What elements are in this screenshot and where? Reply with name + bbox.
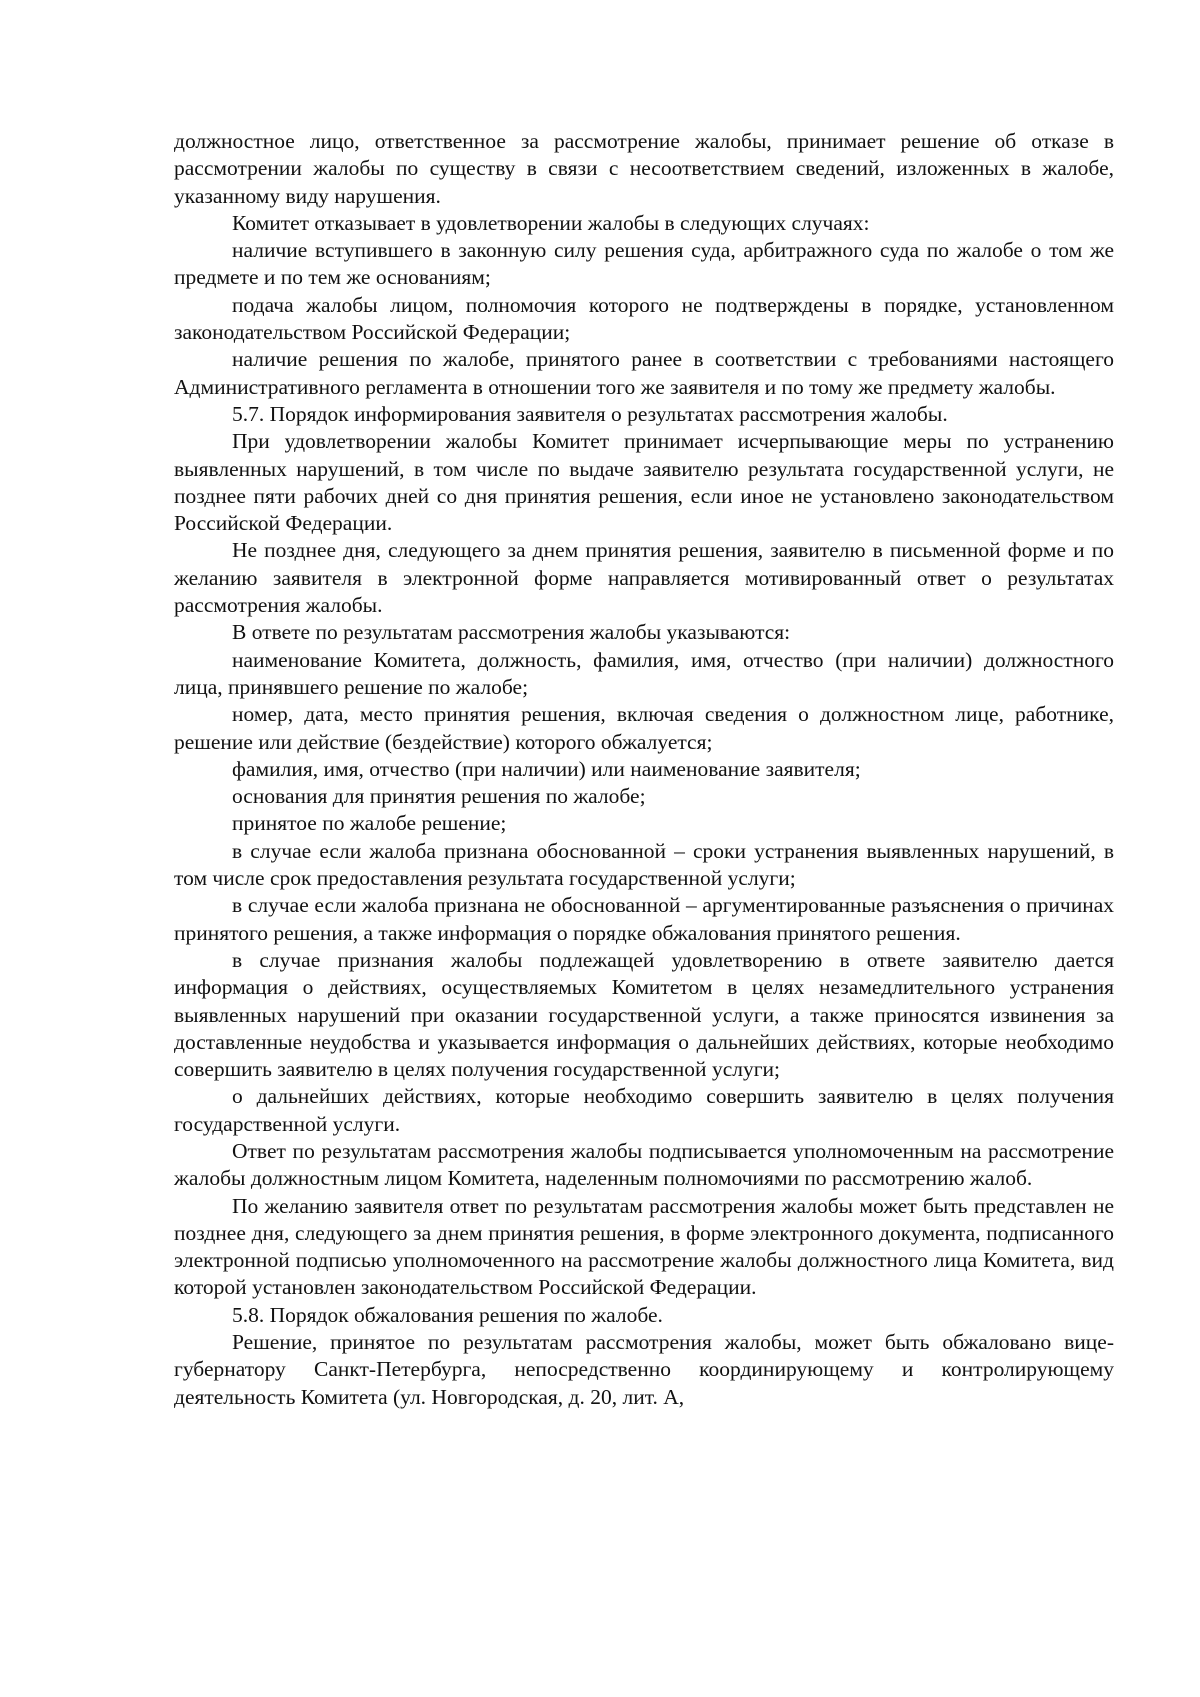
paragraph-response-contents-intro: В ответе по результатам рассмотрения жалобы указываются:: [232, 620, 791, 645]
paragraph-unjustified-complaint: в случае если жалоба признана не обоснованной – аргументированные разъяснения о причинах принятого решения, а также информация о порядке обжалования принятого решения.: [174, 893, 1114, 945]
section-heading-5-8: 5.8. Порядок обжалования решения по жалобе.: [232, 1302, 663, 1327]
paragraph-committee-name: наименование Комитета, должность, фамилия, имя, отчество (при наличии) должностного лица, принявшего решение по жалобе;: [174, 647, 1114, 699]
section-heading-5-7: 5.7. Порядок информирования заявителя о результатах рассмотрения жалобы.: [232, 401, 948, 426]
paragraph-electronic-response: По желанию заявителя ответ по результатам рассмотрения жалобы может быть представлен не позднее дня, следующего за днем принятия решения, в форме электронного документа, подписанного электронной подписью уполномоченного на рассмотрение жалобы должностного лица Комитета, вид которой установлен законодательством Российской Федерации.: [174, 1193, 1114, 1300]
paragraph-prior-decision: наличие решения по жалобе, принятого ранее в соответствии с требованиями настоящего Административного регламента в отношении того же заявителя и по тому же предмету жалобы.: [174, 347, 1114, 399]
paragraph-decision-taken: принятое по жалобе решение;: [232, 811, 507, 836]
paragraph-appeal-vice-governor: Решение, принятое по результатам рассмотрения жалобы, может быть обжаловано вице-губернатору Санкт-Петербурга, непосредственно координирующему и контролирующему деятельность Комитета (ул. Новгородская, д. 20, лит. А,: [174, 1330, 1114, 1409]
paragraph-refusal-cases-intro: Комитет отказывает в удовлетворении жалобы в следующих случаях:: [232, 210, 870, 235]
paragraph-response-signature: Ответ по результатам рассмотрения жалобы подписывается уполномоченным на рассмотрение жалобы должностным лицом Комитета, наделенным полномочиями по рассмотрению жалоб.: [174, 1138, 1114, 1191]
document-page: [174, 128, 1114, 1411]
paragraph-satisfaction-info: в случае признания жалобы подлежащей удовлетворению в ответе заявителю дается информация о действиях, осуществляемых Комитетом в целях незамедлительного устранения выявленных нарушений при оказании государственной услуги, а также приносятся извинения за доставленные неудобства и указывается информация о дальнейших действиях, которые необходимо совершить заявителю в целях получения государственной услуги;: [174, 947, 1114, 1082]
paragraph-court-decision: наличие вступившего в законную силу решения суда, арбитражного суда по жалобе о том же предмете и по тем же основаниям;: [174, 238, 1114, 290]
paragraph-decision-details: номер, дата, место принятия решения, включая сведения о должностном лице, работнике, решение или действие (бездействие) которого обжалуется;: [174, 702, 1114, 754]
paragraph-further-actions: о дальнейших действиях, которые необходимо совершить заявителю в целях получения государственной услуги.: [174, 1084, 1114, 1136]
paragraph-applicant-name: фамилия, имя, отчество (при наличии) или наименование заявителя;: [232, 756, 861, 781]
paragraph-decision-grounds: основания для принятия решения по жалобе;: [232, 784, 646, 809]
paragraph-unconfirmed-authority: подача жалобы лицом, полномочия которого не подтверждены в порядке, установленном законодательством Российской Федерации;: [174, 292, 1114, 345]
paragraph-justified-complaint: в случае если жалоба признана обоснованной – сроки устранения выявленных нарушений, в том числе срок предоставления результата государственной услуги;: [174, 838, 1114, 891]
paragraph-refusal-consideration: должностное лицо, ответственное за рассмотрение жалобы, принимает решение об отказе в рассмотрении жалобы по существу в связи с несоответствием сведений, изложенных в жалобе, указанному виду нарушения.: [174, 129, 1114, 208]
paragraph-satisfaction-measures: При удовлетворении жалобы Комитет принимает исчерпывающие меры по устранению выявленных нарушений, в том числе по выдаче заявителю результата государственной услуги, не позднее пяти рабочих дней со дня принятия решения, если иное не установлено законодательством Российской Федерации.: [174, 429, 1114, 536]
paragraph-reasoned-response: Не позднее дня, следующего за днем принятия решения, заявителю в письменной форме и по желанию заявителя в электронной форме направляется мотивированный ответ о результатах рассмотрения жалобы.: [174, 538, 1114, 618]
